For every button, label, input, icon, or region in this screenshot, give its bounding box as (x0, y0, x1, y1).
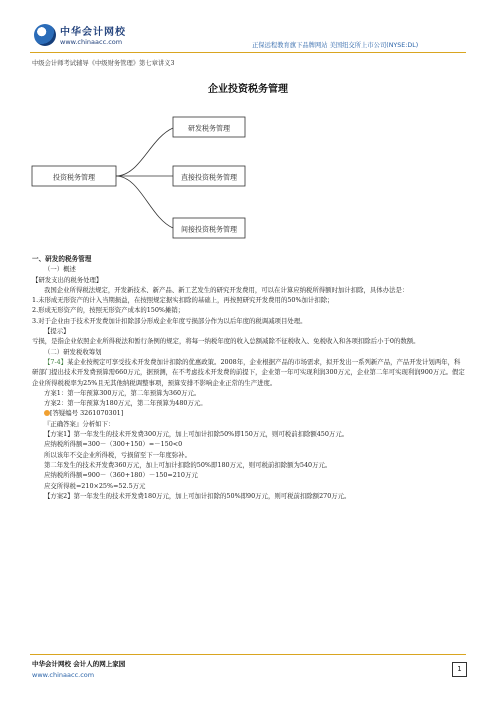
breadcrumb: 中级会计师考试辅导《中级财务管理》第七章讲义3 (32, 60, 175, 67)
page-number: 1 (452, 662, 467, 677)
example-text: 某企业按规定可享受技术开发费加计扣除的优惠政策。2008年，企业根据产品的市场需求，拟开发出一系列新产品，产品开发计划两年，科研部门提出技术开发费预算需660万元，据预测，在不考虑技术开发费的前提下，企业第一年可实现利润300万元，企业第二年可实现利润900万元。假定企业所得税税率为25%且无其他纳税调整事项，预算安排不影响企业正常的生产进度。 (32, 357, 465, 387)
answer-heading: 『正确答案』分析如下： (44, 419, 115, 428)
page-header (0, 0, 496, 62)
calc-line-5: 应交所得税=210×25%=52.5万元 (44, 481, 146, 490)
plan-1: 方案1：第一年预算300万元，第二年预算为360万元。 (44, 388, 201, 397)
page-title: 企业投资税务管理 (208, 84, 288, 95)
lecture-content (32, 254, 466, 501)
tax-management-diagram (30, 108, 250, 248)
example-paragraph (32, 357, 466, 388)
case-2-label: 【方案2】 (44, 491, 74, 500)
policy-heading: 【研发支出的税务处理】 (32, 275, 103, 284)
case-2-text: 第一年发生的技术开发费180万元，加上可加计扣除的50%即90万元，则可税前扣除额270万元。 (73, 491, 351, 500)
example-id: 【7-4】 (44, 357, 68, 366)
diagram-connector-3 (116, 176, 173, 228)
logo-name: 中华会计网校 (60, 27, 126, 38)
logo-url: www.chinaacc.com (60, 38, 123, 46)
diagram-branch-label-1: 研发税务管理 (188, 124, 230, 133)
footer-divider (30, 654, 466, 655)
tip-heading: 【提示】 (44, 327, 70, 336)
calc-line-1: 应纳税所得额=300－（300+150）=－150<0 (44, 440, 183, 449)
case-2 (32, 491, 466, 501)
diagram-root-label: 投资税务管理 (53, 173, 95, 182)
plan-2: 方案2：第一年预算为180万元，第二年预算为480万元。 (44, 399, 207, 408)
policy-item-2: 2.形成无形资产的，按照无形资产成本的150%摊销； (32, 306, 185, 315)
header-slogan: 正保远程教育旗下品牌网站 美国纽交所上市公司(NYSE:DL) (252, 42, 419, 49)
diagram-connector-1 (116, 128, 173, 176)
diagram-branch-label-3: 间接投资税务管理 (181, 225, 237, 234)
policy-paragraph: 我国企业所得税法规定，开发新技术、新产品、新工艺发生的研究开发费用，可以在计算应纳税所得额时加计扣除，具体办法是： (44, 285, 409, 294)
policy-item-3: 3.对于企业由于技术开发费加计扣除部分形成企业年度亏损部分作为以后年度的税调减项目处理。 (32, 316, 307, 325)
calc-line-3: 第二年发生的技术开发费360万元，加上可加计扣除的50%即180万元，则可税前扣除额为540万元。 (44, 460, 332, 469)
qa-id: [答疑编号 3261070301] (50, 409, 124, 418)
page-footer (0, 654, 496, 702)
header-divider (30, 52, 466, 53)
case-1-text: 第一年发生的技术开发费300万元，加上可加计扣除50%即150万元，则可税前扣除额450万元。 (73, 430, 349, 439)
subsection-heading-2: （二）研发税收筹划 (44, 347, 102, 356)
qa-reference (32, 408, 466, 418)
logo-icon (34, 24, 56, 46)
subsection-heading: （一）概述 (44, 265, 76, 274)
tip-paragraph: 亏损，是指企业依照企业所得税法和暂行条例的规定，将每一纳税年度的收入总额减除不征税收入、免税收入和各项扣除后小于0的数额。 (32, 337, 420, 346)
case-1 (32, 429, 466, 439)
footer-url: www.chinaacc.com (32, 671, 95, 679)
case-1-label: 【方案1】 (44, 430, 74, 439)
diagram-branch-label-2: 直接投资税务管理 (181, 173, 237, 182)
calc-line-2: 所以该年不交企业所得税，亏损留至下一年度弥补。 (44, 450, 191, 459)
footer-brand: 中华会计网校 会计人的网上家园 (32, 660, 126, 668)
policy-item-1: 1.未形成无形资产的计入当期损益，在按照规定据实扣除的基础上，再按照研究开发费用的50%加计扣除； (32, 296, 334, 305)
section-heading: 一、研发的税务管理 (32, 255, 92, 263)
calc-line-4: 应纳税所得额=900－（360+180）－150=210万元 (44, 471, 198, 480)
